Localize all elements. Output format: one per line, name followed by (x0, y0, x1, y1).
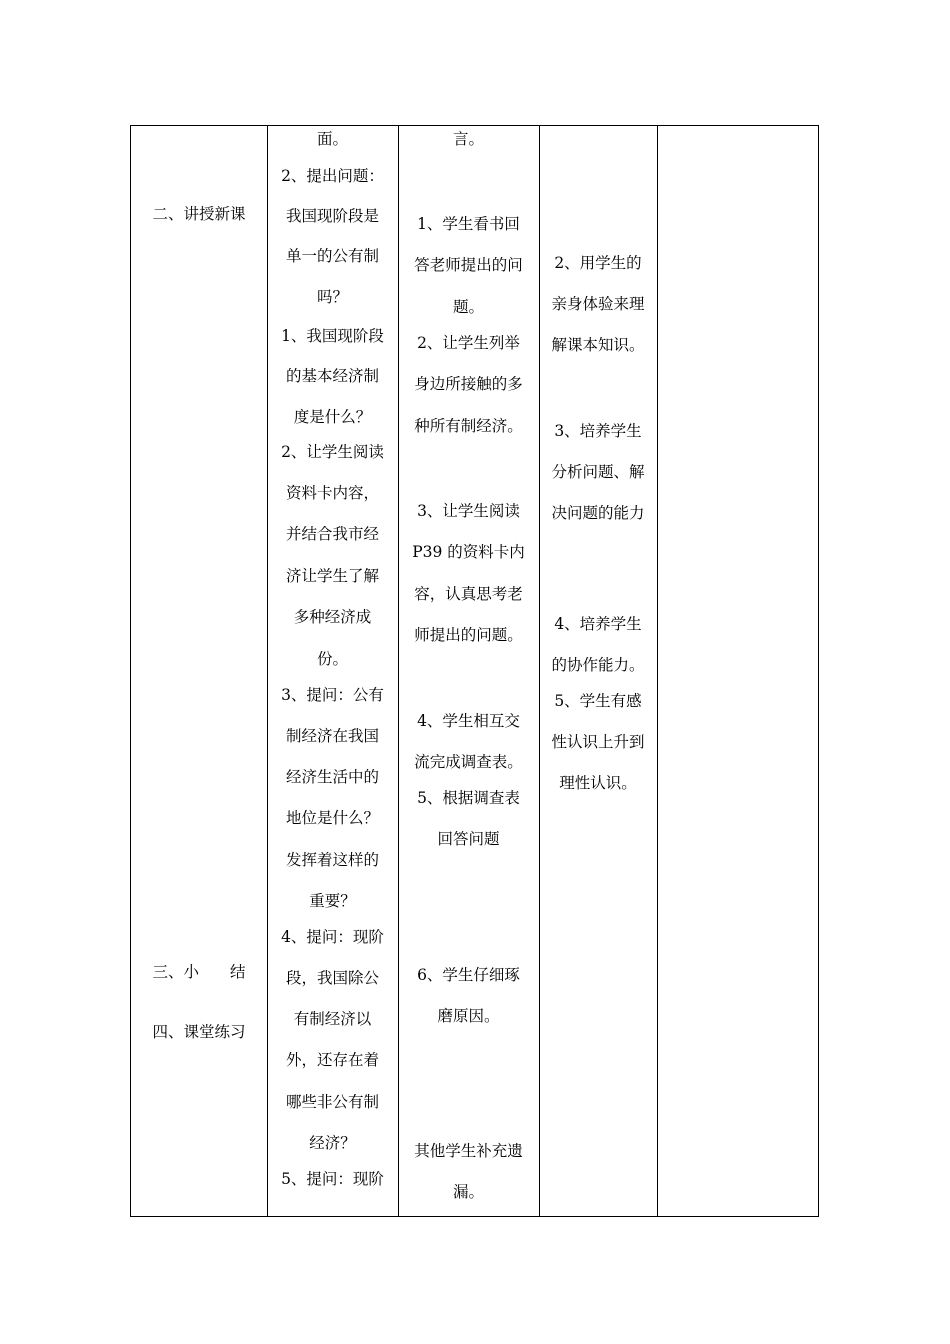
cell-line: 吗？ (316, 288, 348, 306)
cell-line: 亲身体验来理 (551, 295, 645, 313)
stage-label: 三、小 结 (152, 963, 246, 981)
cell-line: 重要？ (309, 892, 356, 910)
cell-line: 地位是什么？ (285, 809, 379, 827)
cell-line: 师提出的问题。 (414, 626, 523, 644)
cell-line: 1、我国现阶段 (281, 327, 384, 345)
cell-line: 答老师提出的问 (414, 256, 523, 274)
cell-line: 3、提问：公有 (281, 686, 384, 704)
cell-line: 2、用学生的 (554, 254, 642, 272)
cell-line: 磨原因。 (437, 1007, 500, 1025)
cell-line: 6、学生仔细琢 (417, 966, 520, 984)
teacher-activity-column (267, 126, 398, 1216)
cell-line: P39 的资料卡内 (412, 543, 525, 561)
cell-line: 度是什么？ (293, 408, 372, 426)
cell-line: 5、根据调查表 (417, 789, 520, 807)
lesson-plan-table (130, 125, 819, 1217)
stage-label: 四、课堂练习 (152, 1023, 246, 1041)
cell-line: 2、提出问题： (281, 167, 384, 185)
cell-line: 制经济在我国 (285, 727, 379, 745)
cell-line: 经济生活中的 (285, 768, 379, 786)
cell-line: 我国现阶段是 (285, 207, 379, 225)
cell-line: 外，还存在着 (285, 1051, 379, 1069)
cell-line: 多种经济成 (293, 608, 372, 626)
cell-line: 理性认识。 (559, 774, 637, 792)
cell-line: 的基本经济制 (285, 367, 379, 385)
cell-line: 漏。 (452, 1183, 484, 1201)
cell-line: 容，认真思考老 (414, 585, 523, 603)
cell-line: 言。 (452, 130, 484, 148)
cell-line: 4、学生相互交 (417, 712, 520, 730)
cell-line: 身边所接触的多 (414, 375, 523, 393)
student-activity-column (398, 126, 539, 1216)
cell-line: 分析问题、解 (551, 463, 645, 481)
cell-line: 经济？ (309, 1134, 356, 1152)
cell-line: 有制经济以 (293, 1010, 372, 1028)
cell-line: 3、让学生阅读 (417, 502, 520, 520)
cell-line: 其他学生补充遗 (414, 1142, 523, 1160)
cell-line: 份。 (316, 650, 348, 668)
design-intent-column (539, 126, 657, 1216)
cell-line: 种所有制经济。 (414, 417, 523, 435)
cell-line: 资料卡内容， (285, 484, 379, 502)
cell-line: 决问题的能力 (551, 504, 645, 522)
cell-line: 段，我国除公 (285, 969, 379, 987)
cell-line: 回答问题 (437, 830, 500, 848)
cell-line: 1、学生看书回 (417, 215, 520, 233)
cell-line: 的协作能力。 (551, 656, 645, 674)
cell-line: 2、让学生列举 (417, 334, 520, 352)
cell-line: 解课本知识。 (551, 336, 645, 354)
cell-line: 面。 (316, 130, 348, 148)
cell-line: 济让学生了解 (285, 567, 379, 585)
cell-line: 发挥着这样的 (285, 851, 379, 869)
cell-line: 单一的公有制 (285, 247, 379, 265)
cell-line: 2、让学生阅读 (281, 443, 384, 461)
stage-label: 二、讲授新课 (152, 205, 246, 223)
cell-line: 题。 (452, 298, 484, 316)
cell-line: 4、培养学生 (554, 615, 642, 633)
cell-line: 哪些非公有制 (285, 1093, 379, 1111)
stage-column (131, 126, 267, 1216)
cell-line: 流完成调查表。 (414, 753, 523, 771)
notes-column (657, 126, 818, 1216)
cell-line: 并结合我市经 (285, 525, 379, 543)
cell-line: 4、提问：现阶 (281, 928, 384, 946)
cell-line: 5、学生有感 (554, 692, 642, 710)
cell-line: 3、培养学生 (554, 422, 642, 440)
cell-line: 性认识上升到 (551, 733, 645, 751)
cell-line: 5、提问：现阶 (281, 1170, 384, 1188)
